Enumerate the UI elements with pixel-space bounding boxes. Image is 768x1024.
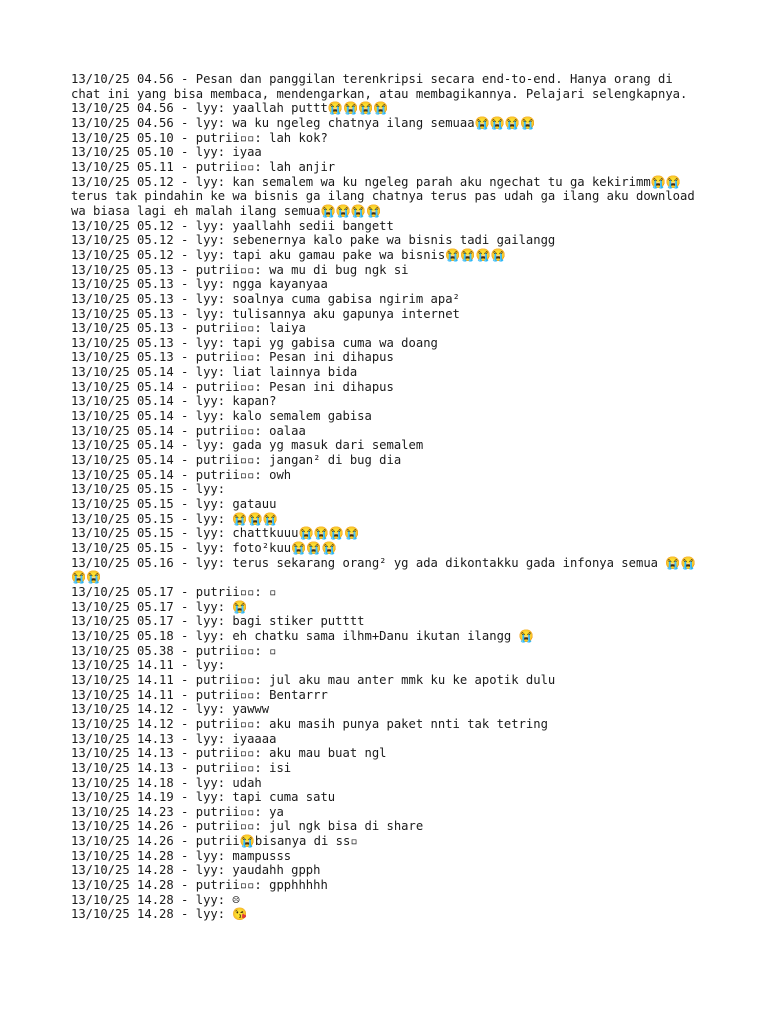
log-line: 13/10/25 14.13 - putrii▫▫: isi	[71, 760, 292, 775]
log-line: 13/10/25 05.15 - lyy: gatauu	[71, 497, 277, 512]
log-line: 13/10/25 05.12 - lyy: tapi aku gamau pake wa bisnis😭😭😭😭	[71, 247, 506, 262]
log-line: 13/10/25 05.15 - lyy: 😭😭😭	[71, 511, 278, 526]
log-line: 13/10/25 14.23 - putrii▫▫: ya	[71, 804, 284, 819]
log-line: 13/10/25 05.14 - lyy: gada yg masuk dari semalem	[71, 438, 424, 453]
log-line: 13/10/25 14.28 - lyy: ☹	[71, 892, 240, 907]
log-line: 13/10/25 14.26 - putrii😭bisanya di ss▫	[71, 834, 358, 849]
log-line: 13/10/25 05.13 - lyy: ngga kayanyaa	[71, 277, 328, 292]
log-line: 13/10/25 14.28 - lyy: mampusss	[71, 848, 292, 863]
log-line: 13/10/25 05.13 - putrii▫▫: Pesan ini dihapus	[71, 350, 394, 365]
log-line: 13/10/25 05.14 - lyy: kapan?	[71, 394, 277, 409]
log-line: 13/10/25 05.15 - lyy:	[71, 482, 233, 497]
log-line: 13/10/25 14.12 - putrii▫▫: aku masih punya paket nnti tak tetring	[71, 716, 548, 731]
log-line: 13/10/25 05.17 - lyy: 😭	[71, 599, 248, 614]
log-line: 13/10/25 05.12 - lyy: yaallahh sedii bangett	[71, 218, 394, 233]
log-line: 13/10/25 05.15 - lyy: foto²kuu😭😭😭	[71, 541, 337, 555]
log-line: 13/10/25 05.10 - lyy: iyaa	[71, 145, 262, 160]
log-line: 13/10/25 05.14 - putrii▫▫: Pesan ini dihapus	[71, 379, 394, 394]
chat-export-document	[71, 72, 703, 922]
log-line: 13/10/25 05.14 - putrii▫▫: oalaa	[71, 423, 306, 438]
log-line: 13/10/25 05.14 - putrii▫▫: owh	[71, 467, 292, 482]
log-line: 13/10/25 04.56 - lyy: wa ku ngeleg chatnya ilang semuaa😭😭😭😭	[71, 115, 536, 130]
log-line: 13/10/25 14.19 - lyy: tapi cuma satu	[71, 790, 336, 805]
log-line: 13/10/25 14.18 - lyy: udah	[71, 775, 262, 790]
log-line: 13/10/25 05.13 - putrii▫▫: laiya	[71, 321, 306, 336]
log-line: 13/10/25 05.13 - lyy: tapi yg gabisa cuma wa doang	[71, 335, 438, 350]
log-line: 13/10/25 05.14 - lyy: liat lainnya bida	[71, 365, 358, 380]
log-line: 13/10/25 14.12 - lyy: yawww	[71, 702, 270, 717]
log-line: 13/10/25 14.13 - lyy: iyaaaa	[71, 731, 277, 746]
log-line: 13/10/25 14.11 - lyy:	[71, 658, 233, 673]
log-line: 13/10/25 04.56 - lyy: yaallah puttt😭😭😭😭	[71, 101, 389, 116]
log-line: 13/10/25 14.11 - putrii▫▫: Bentarrr	[71, 687, 328, 702]
log-line: 13/10/25 05.14 - putrii▫▫: jangan² di bug dia	[71, 453, 402, 468]
log-line: 13/10/25 05.18 - lyy: eh chatku sama ilhm+Danu ikutan ilangg 😭	[71, 628, 534, 643]
log-line: 13/10/25 05.13 - putrii▫▫: wa mu di bug ngk si	[71, 262, 409, 277]
log-line: 13/10/25 05.12 - lyy: kan semalem wa ku ngeleg parah aku ngechat tu ga kekirimm😭😭 terus tak pindahin ke wa bisnis ga ilang chatnya terus pas udah ga ilang aku download wa biasa lagi eh malah ilang semua😭😭😭😭	[71, 174, 703, 218]
log-line: 13/10/25 05.38 - putrii▫▫: ▫	[71, 643, 277, 658]
log-line: 13/10/25 14.28 - lyy: yaudahh gpph	[71, 863, 321, 878]
log-line: 13/10/25 05.13 - lyy: soalnya cuma gabisa ngirim apa²	[71, 291, 460, 306]
log-line: 13/10/25 05.17 - lyy: bagi stiker putttt	[71, 614, 365, 629]
log-line: 13/10/25 05.14 - lyy: kalo semalem gabisa	[71, 409, 372, 424]
log-line: 13/10/25 14.13 - putrii▫▫: aku mau buat ngl	[71, 746, 387, 761]
log-line: 13/10/25 05.12 - lyy: sebenernya kalo pake wa bisnis tadi gailangg	[71, 233, 556, 248]
log-line: 13/10/25 14.28 - lyy: 😘	[71, 907, 248, 922]
log-line: 13/10/25 04.56 - Pesan dan panggilan terenkripsi secara end-to-end. Hanya orang di chat ini yang bisa membaca, mendengarkan, atau membagikannya. Pelajari selengkapnya.	[71, 72, 688, 101]
log-line: 13/10/25 05.10 - putrii▫▫: lah kok?	[71, 130, 328, 145]
log-line: 13/10/25 14.26 - putrii▫▫: jul ngk bisa di share	[71, 819, 424, 834]
log-line: 13/10/25 05.13 - lyy: tulisannya aku gapunya internet	[71, 306, 460, 321]
log-line: 13/10/25 05.15 - lyy: chattkuuu😭😭😭😭	[71, 526, 360, 541]
log-line: 13/10/25 05.17 - putrii▫▫: ▫	[71, 584, 277, 599]
log-line: 13/10/25 05.11 - putrii▫▫: lah anjir	[71, 159, 336, 174]
log-line: 13/10/25 05.16 - lyy: terus sekarang orang² yg ada dikontakku gada infonya semua 😭😭😭😭	[71, 555, 696, 585]
log-line: 13/10/25 14.11 - putrii▫▫: jul aku mau anter mmk ku ke apotik dulu	[71, 672, 556, 687]
log-line: 13/10/25 14.28 - putrii▫▫: gpphhhhh	[71, 878, 328, 893]
